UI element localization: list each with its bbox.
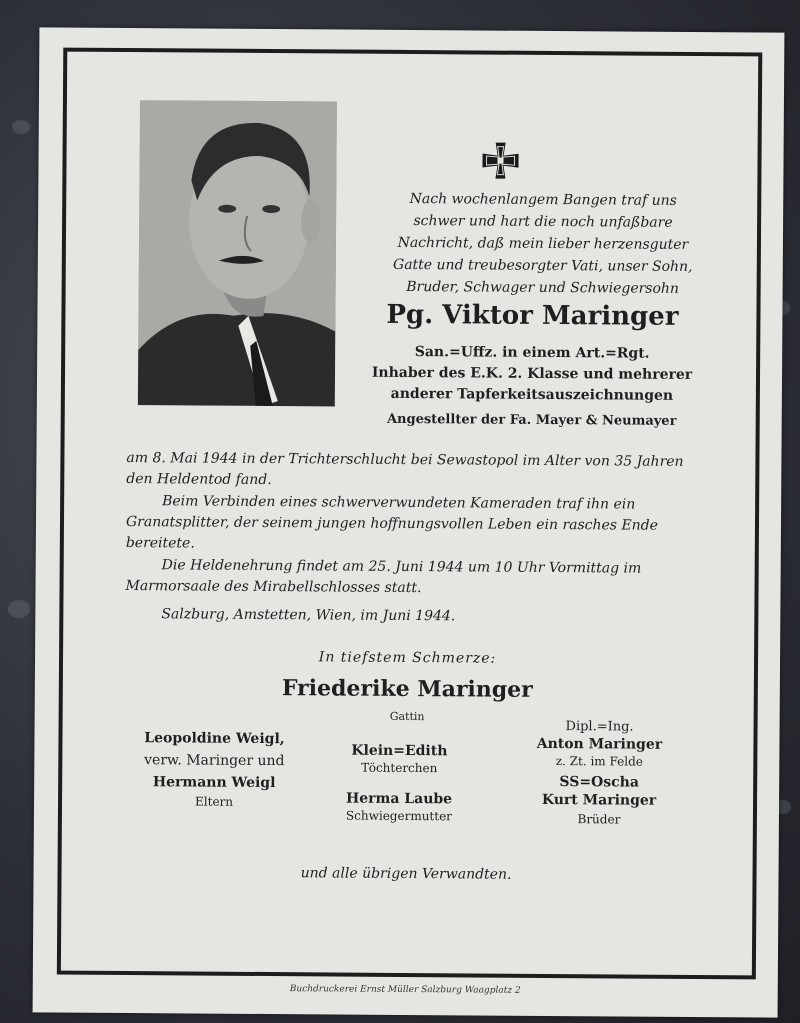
mourner-role: Schwiegermutter <box>345 808 452 824</box>
death-paragraph: am 8. Mai 1944 in der Trichterschlucht bei Sewastopol im Alter von 35 Jahren den Heldentod fand. <box>126 450 684 489</box>
mourner-name: Herma Laube <box>345 790 453 808</box>
portrait-photo <box>138 100 337 406</box>
mourner-rank: SS=Oscha <box>559 774 639 791</box>
employer-line: Angestellter der Fa. Mayer & Neumayer <box>386 411 677 429</box>
intro-text: Nach wochenlangem Bangen traf uns schwer und hart die noch unfaßbare Nachricht, daß mein lieber herzensguter Gatte und treubesorgter Vati, unser Sohn, Bruder, Schwager und Schwiegersohn <box>392 191 693 297</box>
mourner-role: Töchterchen <box>361 760 438 776</box>
mourner-role: z. Zt. im Felde <box>555 754 643 769</box>
decoration-line: Inhaber des E.K. 2. Klasse und mehrerer <box>371 364 693 383</box>
mourner-role: Eltern <box>194 794 234 809</box>
death-notice-paper <box>33 27 785 1017</box>
mourners-daughter <box>314 742 485 823</box>
mourner-line: verw. Maringer und <box>144 752 285 770</box>
mourner-name: Anton Maringer <box>536 735 663 753</box>
mourners-brothers <box>504 719 695 827</box>
ceremony-paragraph: Die Heldenehrung findet am 25. Juni 1944 um 10 Uhr Vormittag im Marmorsaale des Mirabellschlosses statt. <box>125 557 642 597</box>
mourner-name: Klein=Edith <box>351 742 448 760</box>
mourners-parents <box>119 730 310 809</box>
rank-line: San.=Uffz. in einem Art.=Rgt. <box>414 344 650 362</box>
mourner-name: Leopoldine Weigl, <box>144 730 285 748</box>
iron-cross-icon <box>480 140 520 180</box>
widow-name: Friederike Maringer <box>281 675 533 703</box>
mourner-name: Kurt Maringer <box>541 791 657 809</box>
grief-line: In tiefstem Schmerze: <box>318 649 497 667</box>
widow-role: Gattin <box>389 709 425 724</box>
rank-block <box>362 342 702 407</box>
deceased-name: Pg. Viktor Maringer <box>386 299 679 332</box>
mourner-role: Brüder <box>577 812 621 827</box>
decoration-line-2: anderer Tapferkeitsauszeichnungen <box>390 385 674 404</box>
printer-imprint: Buchdruckerei Ernst Müller Salzburg Waagplatz 2 <box>289 984 521 996</box>
mourner-title: Dipl.=Ing. <box>565 719 634 735</box>
closing-line: und alle übrigen Verwandten. <box>300 865 512 883</box>
place-date: Salzburg, Amstetten, Wien, im Juni 1944. <box>161 606 456 625</box>
circumstance-paragraph: Beim Verbinden eines schwerverwundeten Kameraden traf ihn ein Granatsplitter, der seinem jungen hoffnungsvollen Leben ein rasches Ende bereitete. <box>125 493 659 552</box>
mourner-name: Hermann Weigl <box>152 774 276 792</box>
